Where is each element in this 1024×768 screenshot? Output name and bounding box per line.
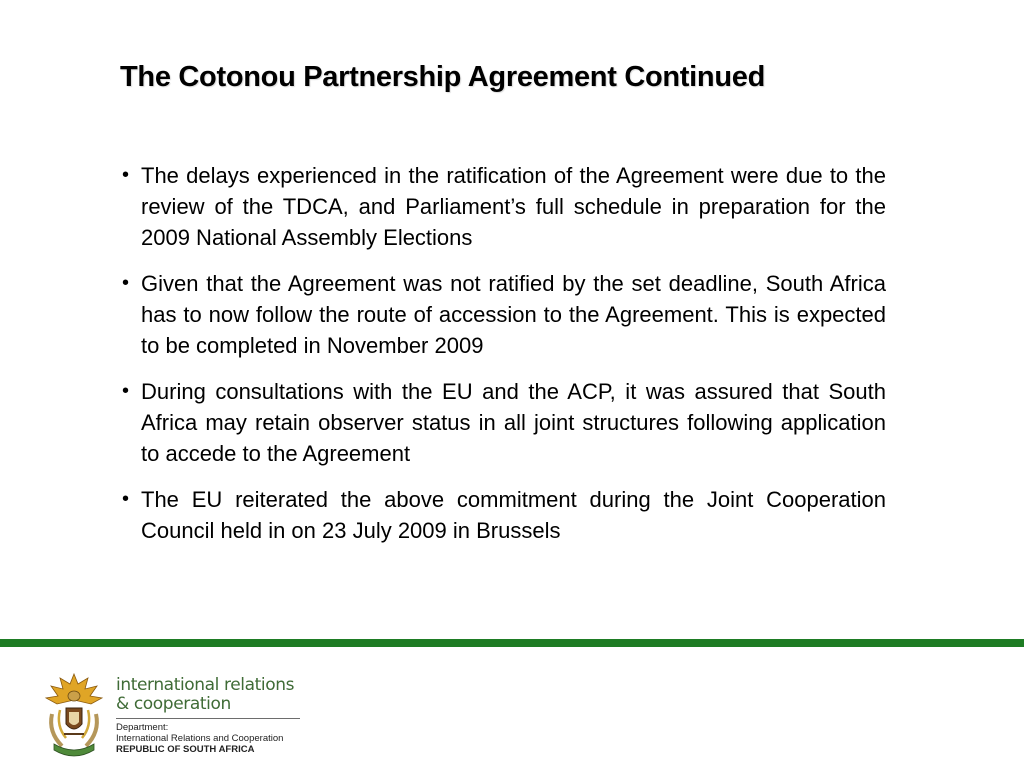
bullet-item (116, 268, 886, 361)
bullet-marker: • (122, 380, 130, 402)
dept-line-1: Department: (116, 722, 169, 733)
bullet-text: During consultations with the EU and the ACP, it was assured that South Africa may retain observer status in all joint structures following application to accede to the Agreement (141, 379, 886, 466)
bullet-text: Given that the Agreement was not ratified by the set deadline, South Africa has to now follow the route of accession to the Agreement. This is expected to be completed in November 2009 (141, 271, 886, 358)
dept-line-3: REPUBLIC OF SOUTH AFRICA (116, 744, 255, 755)
dept-line-2: International Relations and Cooperation (116, 733, 284, 744)
bullet-item (116, 484, 886, 546)
bullet-list (116, 160, 886, 561)
bullet-marker: • (122, 272, 130, 294)
bullet-item (116, 376, 886, 469)
brand-line-1: international relations (116, 675, 295, 695)
logo-divider (116, 718, 300, 719)
bullet-text: The delays experienced in the ratification of the Agreement were due to the review of the TDCA, and Parliament’s full schedule in preparation for the 2009 National Assembly Elections (141, 163, 886, 250)
slide-title: The Cotonou Partnership Agreement Continued (120, 61, 765, 93)
bullet-marker: • (122, 488, 130, 510)
footer-divider-bar (0, 639, 1024, 647)
bullet-text: The EU reiterated the above commitment during the Joint Cooperation Council held in on 23 July 2009 in Brussels (141, 487, 886, 543)
coat-of-arms-icon (40, 670, 108, 758)
logo-text (116, 676, 316, 755)
bullet-item (116, 160, 886, 253)
bullet-marker: • (122, 164, 130, 186)
brand-line-2: & cooperation (116, 694, 231, 714)
department-logo (38, 668, 318, 762)
